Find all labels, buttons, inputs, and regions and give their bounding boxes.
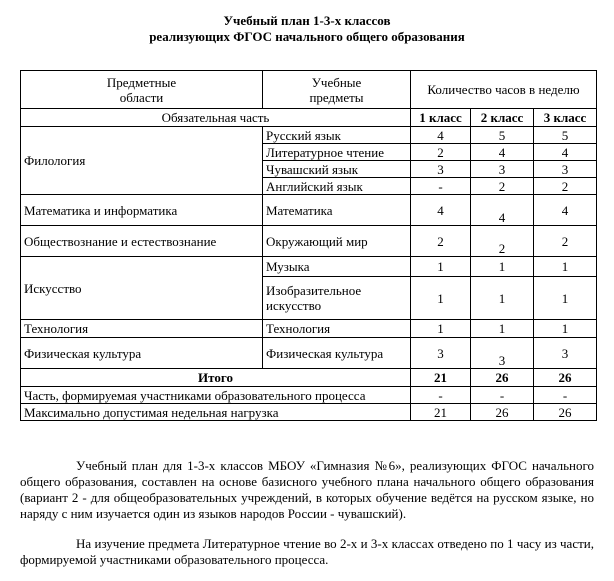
hours-cell: 1 [411,257,471,277]
hours-cell: 4 [411,195,471,226]
total-label: Итого [21,369,411,387]
grades-row [21,109,597,127]
subject-name: Технология [263,320,411,338]
hours-cell: 5 [534,127,597,144]
subject-name: Литературное чтение [263,144,411,161]
hours-cell: 4 [471,144,534,161]
subject-name: Окружающий мир [263,226,411,257]
area-pe: Физическая культура [21,338,263,369]
header-subjects: Учебные предметы [263,71,411,109]
area-math: Математика и информатика [21,195,263,226]
header-row [21,71,597,109]
max-load-cell: 26 [534,404,597,421]
part-cell: - [411,387,471,404]
total-row [21,369,597,387]
part-cell: - [534,387,597,404]
hours-cell: 5 [471,127,534,144]
document-title [0,13,614,45]
hours-cell: 4 [411,127,471,144]
hours-cell: 3 [411,338,471,369]
hours-cell: 1 [411,320,471,338]
subject-name: Музыка [263,257,411,277]
hours-cell: 1 [471,320,534,338]
part-label: Часть, формируемая участниками образовательного процесса [21,387,411,404]
subject-name: Русский язык [263,127,411,144]
hours-cell: 2 [471,178,534,195]
header-areas: Предметные области [21,71,263,109]
subject-name: Изобразительное искусство [263,277,411,320]
table-row [21,195,597,226]
subject-name: Математика [263,195,411,226]
hours-cell: 3 [411,161,471,178]
hours-cell: 1 [471,257,534,277]
table-row [21,127,597,144]
area-tech: Технология [21,320,263,338]
max-load-cell: 26 [471,404,534,421]
hours-cell: 1 [534,257,597,277]
max-load-cell: 21 [411,404,471,421]
hours-cell: 1 [534,320,597,338]
grade-3-header: 3 класс [534,109,597,127]
paragraph-1: Учебный план для 1-3-х классов МБОУ «Гимназия №6», реализующих ФГОС начального общего образования, составлен на основе базисного учебного плана начального общего образования (вариант 2 - для общеобразовательных учреждений, в которых обучение ведётся на русском языке, но наряду с ним изучается один из языков народов России - чувашский). [20,458,594,521]
hours-cell: 4 [534,144,597,161]
hours-cell: 3 [471,161,534,178]
area-social: Обществознание и естествознание [21,226,263,257]
curriculum-table [20,70,597,421]
area-art: Искусство [21,257,263,320]
paragraph-2: На изучение предмета Литературное чтение во 2-х и 3-х классах отведено по 1 часу из части, формируемой участниками образовательного процесса. [20,536,594,567]
total-cell: 21 [411,369,471,387]
part-cell: - [471,387,534,404]
table-row [21,257,597,277]
hours-cell: 2 [534,226,597,257]
header-hours: Количество часов в неделю [411,71,597,109]
hours-cell: 3 [471,338,534,369]
hours-cell: 3 [534,161,597,178]
hours-cell: 1 [534,277,597,320]
max-load-label: Максимально допустимая недельная нагрузка [21,404,411,421]
total-cell: 26 [471,369,534,387]
grade-2-header: 2 класс [471,109,534,127]
hours-cell: 4 [471,195,534,226]
max-load-row [21,404,597,421]
hours-cell: 3 [534,338,597,369]
hours-cell: 2 [411,226,471,257]
title-line-2: реализующих ФГОС начального общего образования [149,29,465,44]
hours-cell: 1 [411,277,471,320]
table-row [21,226,597,257]
mandatory-part-label: Обязательная часть [21,109,411,127]
hours-cell: 4 [534,195,597,226]
subject-name: Английский язык [263,178,411,195]
total-cell: 26 [534,369,597,387]
subject-name: Чувашский язык [263,161,411,178]
area-philology: Филология [21,127,263,195]
grade-1-header: 1 класс [411,109,471,127]
part-row [21,387,597,404]
hours-cell: 1 [471,277,534,320]
hours-cell: 2 [471,226,534,257]
hours-cell: - [411,178,471,195]
title-line-1: Учебный план 1-3-х классов [223,13,391,28]
hours-cell: 2 [534,178,597,195]
hours-cell: 2 [411,144,471,161]
subject-name: Физическая культура [263,338,411,369]
table-row [21,338,597,369]
table-row [21,320,597,338]
